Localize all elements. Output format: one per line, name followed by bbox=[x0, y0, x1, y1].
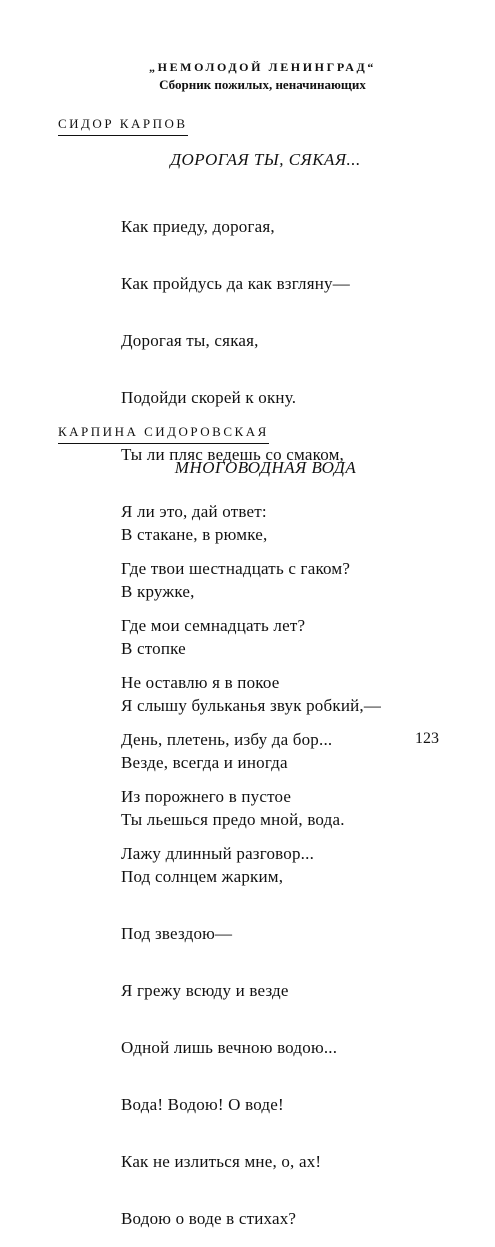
poem-line: День, плетень, избу да бор... bbox=[121, 730, 333, 749]
poem-line: Я слышу бульканья звук робкий,— bbox=[121, 696, 382, 715]
poem-line: В стакане, в рюмке, bbox=[121, 525, 268, 544]
collection-subtitle: Сборник пожилых, неначинающих bbox=[159, 77, 366, 92]
collection-header bbox=[0, 58, 495, 94]
poem-line: Не оставлю я в покое bbox=[121, 673, 280, 692]
poem-line: Как приеду, дорогая, bbox=[121, 217, 275, 236]
poem-line: Ты льешься предо мной, вода. bbox=[121, 810, 345, 829]
poem-line: Подойди скорей к окну. bbox=[121, 388, 297, 407]
author-name: КАРПИНА СИДОРОВСКАЯ bbox=[58, 424, 269, 444]
poem-line: Я ли это, дай ответ: bbox=[121, 502, 267, 521]
poem-line: Дорогая ты, сякая, bbox=[121, 331, 259, 350]
poem-line: Где твои шестнадцать с гаком? bbox=[121, 559, 351, 578]
author-name: СИДОР КАРПОВ bbox=[58, 116, 188, 136]
poem-title: ДОРОГАЯ ТЫ, СЯКАЯ... bbox=[170, 150, 361, 169]
poem-line: Из порожнего в пустое bbox=[121, 787, 292, 806]
page-number: 123 bbox=[415, 730, 439, 747]
poem-line: В кружке, bbox=[121, 582, 195, 601]
poem-line: Ты ли пляс ведешь со смаком, bbox=[121, 445, 344, 464]
poem-line: Лажу длинный разговор... bbox=[121, 844, 315, 863]
poem-line: Как пройдусь да как взгляну— bbox=[121, 274, 350, 293]
poem-line: Вода! Водою! О воде! bbox=[121, 1095, 284, 1114]
poem-text bbox=[121, 487, 381, 1247]
poem-line: Водою о воде в стихах? bbox=[121, 1209, 297, 1228]
poem-line: Под звездою— bbox=[121, 924, 233, 943]
poem-line: Как не излиться мне, о, ах! bbox=[121, 1152, 322, 1171]
poem-line: Где мои семнадцать лет? bbox=[121, 616, 306, 635]
poem-line: Я грежу всюду и везде bbox=[121, 981, 289, 1000]
collection-title: „НЕМОЛОДОЙ ЛЕНИНГРАД“ bbox=[149, 60, 376, 74]
poem-line: Одной лишь вечною водою... bbox=[121, 1038, 338, 1057]
poem-line: Везде, всегда и иногда bbox=[121, 753, 288, 772]
poem-line: Под солнцем жарким, bbox=[121, 867, 284, 886]
poem-title: МНОГОВОДНАЯ ВОДА bbox=[174, 458, 357, 477]
poem-line: В стопке bbox=[121, 639, 186, 658]
